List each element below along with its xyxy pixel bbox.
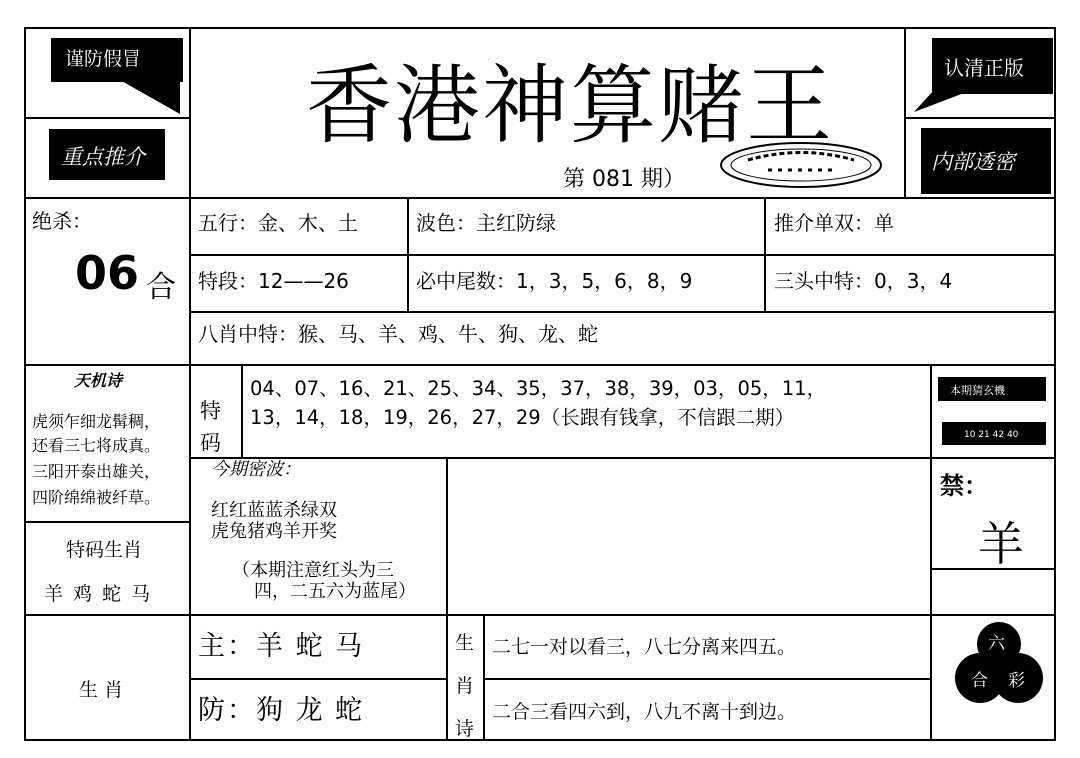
tianji-line: 还看三七将成真。 [32,436,161,455]
tianji-line: 虎须乍细龙髯稠， [32,412,161,431]
bo-se: 波色：主红防绿 [416,211,556,235]
forbidden-value: 羊 [978,517,1024,571]
divider [24,197,1056,199]
backup-pick: 防：狗 龙 蛇 [198,695,365,726]
issue-number: 第 081 期） [563,167,685,192]
tag-insider [921,128,1051,194]
jue-sha-value: 06 [75,246,140,300]
tag-recommend [49,129,165,180]
mibo-line: 虎兔猪鸡羊开奖 [211,521,337,542]
divider [483,678,930,680]
puzzle-numbers [942,422,1046,445]
divider [930,614,932,741]
tag-genuine-label: 认清正版 [944,56,1024,80]
divider [189,678,446,680]
stamp-seal-icon [718,140,884,190]
poem-label: 肖 [455,675,475,697]
divider [189,311,1056,313]
divider [189,27,191,197]
puzzle-tag-label: 本期猜玄機 [950,384,1005,397]
poem-label: 生 [455,632,475,654]
poem-line: 二七一对以看三，八七分离来四五。 [492,636,797,658]
mibo-title: 今期密波： [211,459,301,480]
tag-insider-label: 内部透密 [931,150,1015,174]
tag-anti-counterfeit [51,38,183,82]
logo-char: 合 [971,671,988,691]
shengxiao-label: 生 肖 [79,679,124,701]
jue-sha-suffix: 合 [146,270,176,305]
tema-shengxiao-value: 羊 鸡 蛇 马 [44,583,153,605]
poem-label: 诗 [455,718,475,740]
tag-anti-counterfeit-label: 谨防假冒 [65,48,142,70]
wei-shu: 必中尾数：1，3，5，6，8，9 [416,269,693,293]
divider [446,614,448,741]
speech-tail-icon [914,90,974,114]
poem-line: 二合三看四六到，八九不离十到边。 [492,701,797,723]
tema-label: 特 [200,399,221,423]
page-title: 香港神算赌王 [306,56,834,156]
divider [24,117,190,119]
wu-xing: 五行：金、木、土 [198,211,358,235]
divider [189,197,191,364]
puzzle-tag [938,377,1046,401]
divider [930,457,1056,459]
divider [24,614,1056,616]
tema-label: 码 [200,431,221,455]
san-tou: 三头中特：0，3，4 [774,269,953,293]
tag-recommend-label: 重点推介 [61,145,145,169]
te-duan: 特段：12——26 [198,269,349,293]
mibo-note: 四，二五六为蓝尾） [254,581,416,602]
divider [930,364,932,614]
divider [189,254,1056,256]
dan-shuang: 推介单双：单 [774,211,894,235]
puzzle-numbers-label: 10 21 42 40 [964,430,1019,440]
mibo-line: 红红蓝蓝杀绿双 [211,500,337,521]
ba-xiao: 八肖中特：猴、马、羊、鸡、牛、狗、龙、蛇 [198,322,598,346]
logo-char: 彩 [1008,671,1025,691]
forbidden-label: 禁： [940,472,988,500]
tema-numbers: 13，14，18，19，26，27，29（长跟有钱拿，不信跟二期） [250,406,795,429]
divider [904,117,1056,119]
mibo-note: （本期注意红头为三 [232,560,394,581]
speech-tail-icon [120,80,184,116]
jue-sha-label: 绝杀： [32,209,92,233]
divider [189,364,191,614]
tianji-line: 四阶绵绵被纤草。 [32,488,161,507]
divider [24,364,1056,366]
divider [241,364,243,457]
divider [904,27,906,197]
tianji-title: 天机诗 [74,371,123,390]
divider [24,521,190,523]
divider [446,457,448,614]
tianji-line: 三阳开泰出雄关， [32,462,161,481]
tag-genuine [932,38,1053,94]
logo-char: 六 [988,634,1005,654]
main-pick: 主：羊 蛇 马 [198,631,365,662]
tema-numbers: 04、07、16、21、25、34、35，37，38，39，03，05，11， [250,377,827,400]
tema-shengxiao-label: 特码生肖 [66,539,143,561]
